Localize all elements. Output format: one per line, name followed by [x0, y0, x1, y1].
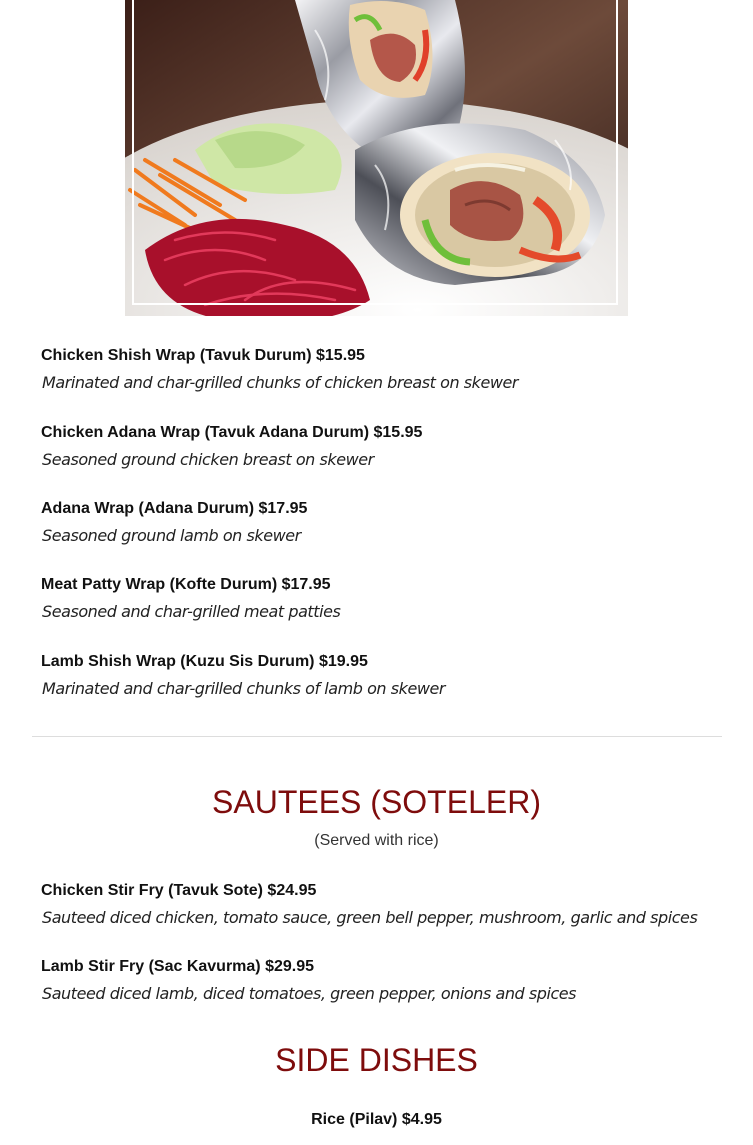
- menu-item-adana-wrap: [41, 499, 721, 546]
- menu-item-rice: Rice (Pilav) $4.95: [311, 1111, 442, 1128]
- menu-item-chicken-stir-fry: [41, 881, 721, 928]
- section-heading-side-dishes: SIDE DISHES: [275, 1042, 478, 1078]
- item-description: Marinated and char-grilled chunks of lamb on skewer: [42, 679, 446, 698]
- item-title: Adana Wrap (Adana Durum) $17.95: [41, 500, 308, 517]
- item-title: Chicken Shish Wrap (Tavuk Durum) $15.95: [41, 347, 365, 364]
- item-title: Chicken Stir Fry (Tavuk Sote) $24.95: [41, 882, 317, 899]
- item-description: Sauteed diced chicken, tomato sauce, green bell pepper, mushroom, garlic and spices: [42, 908, 698, 927]
- item-description: Sauteed diced lamb, diced tomatoes, green pepper, onions and spices: [42, 984, 577, 1003]
- item-title: Meat Patty Wrap (Kofte Durum) $17.95: [41, 576, 331, 593]
- item-description: Seasoned ground lamb on skewer: [42, 526, 301, 545]
- item-description: Seasoned ground chicken breast on skewer: [42, 450, 374, 469]
- section-note-served-with-rice: (Served with rice): [314, 832, 439, 849]
- item-description: Seasoned and char-grilled meat patties: [42, 602, 341, 621]
- item-title: Chicken Adana Wrap (Tavuk Adana Durum) $15.95: [41, 424, 423, 441]
- item-title: Lamb Stir Fry (Sac Kavurma) $29.95: [41, 958, 315, 975]
- menu-item-chicken-adana-wrap: [41, 423, 721, 470]
- item-description: Marinated and char-grilled chunks of chicken breast on skewer: [42, 373, 519, 392]
- menu-item-meat-patty-wrap: [41, 575, 721, 622]
- section-divider: [32, 736, 722, 737]
- item-title: Lamb Shish Wrap (Kuzu Sis Durum) $19.95: [41, 653, 368, 670]
- menu-item-lamb-shish-wrap: [41, 652, 721, 699]
- menu-item-chicken-shish-wrap: [41, 346, 721, 393]
- menu-item-lamb-stir-fry: [41, 957, 721, 1004]
- wrap-photo: [125, 0, 628, 316]
- section-heading-sautees: SAUTEES (SOTELER): [212, 784, 541, 820]
